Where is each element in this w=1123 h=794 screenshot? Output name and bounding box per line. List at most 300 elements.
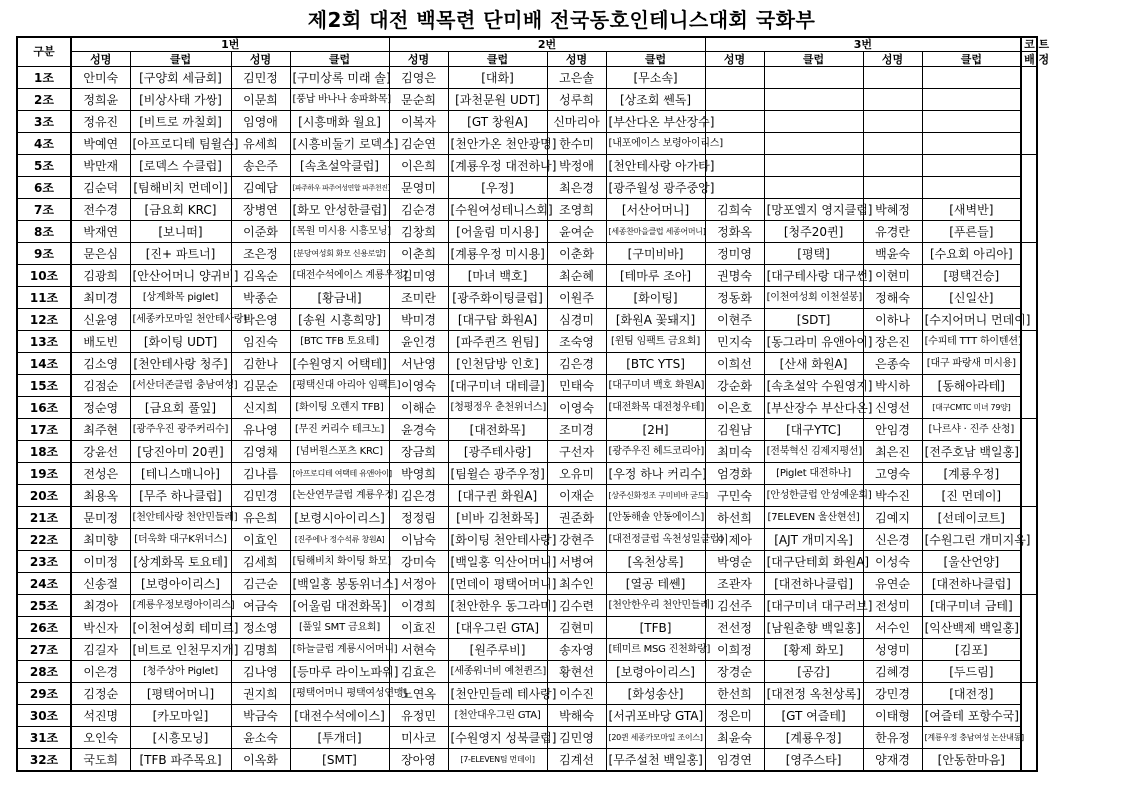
player-club: [대화] [448, 67, 547, 89]
player-name: 김명희 [231, 639, 290, 661]
player-club: [천안가온 천안광명] [448, 133, 547, 155]
player-name: 신지희 [231, 397, 290, 419]
player-club: [과천문원 UDT] [448, 89, 547, 111]
court-assignment-cell [1021, 683, 1037, 772]
player-club: [평택어머니 평택여성연맹] [290, 683, 389, 705]
player-name: 김효은 [389, 661, 448, 683]
player-name: 김한나 [231, 353, 290, 375]
player-club: [20퀸 세종카모마일 조이스] [606, 727, 705, 749]
player-name: 이은호 [705, 397, 764, 419]
player-name: 전성은 [71, 463, 130, 485]
player-club: [평택신대 아리아 임팩트] [290, 375, 389, 397]
player-club: [비트로 까칠회] [130, 111, 231, 133]
player-name: 김정순 [71, 683, 130, 705]
player-club: [수원영지 어택테] [290, 353, 389, 375]
player-club: [천안한우리 천안민들레] [606, 595, 705, 617]
player-club: [윈팀 임팩트 금요회] [606, 331, 705, 353]
table-row [17, 199, 1037, 221]
table-row [17, 507, 1037, 529]
player-club: [부산장수 부산다온] [764, 397, 863, 419]
player-club: [비트로 인천무지개] [130, 639, 231, 661]
player-name: 윤인경 [389, 331, 448, 353]
group-label: 30조 [17, 705, 71, 727]
group-label: 28조 [17, 661, 71, 683]
player-club: [테미르 MSG 진천화랑] [606, 639, 705, 661]
player-name: 이희선 [705, 353, 764, 375]
court-assignment-cell [1021, 155, 1037, 243]
player-name: 고영숙 [863, 463, 922, 485]
player-club: [수요회 아리아] [922, 243, 1021, 265]
player-name: 윤여순 [547, 221, 606, 243]
player-name: 김민영 [547, 727, 606, 749]
player-club: [SDT] [764, 309, 863, 331]
group-label: 5조 [17, 155, 71, 177]
player-name: 전성미 [863, 595, 922, 617]
player-club: [우정] [448, 177, 547, 199]
player-club: [수지어머니 먼데이] [922, 309, 1021, 331]
group-label: 12조 [17, 309, 71, 331]
player-club: [푸른들] [922, 221, 1021, 243]
player-name: 엄경화 [705, 463, 764, 485]
player-club: [대전수석에이스 계룡우정] [290, 265, 389, 287]
name-column-header: 성명 [863, 52, 922, 67]
player-name: 황현선 [547, 661, 606, 683]
group-label: 25조 [17, 595, 71, 617]
player-name [863, 177, 922, 199]
player-name: 조숙영 [547, 331, 606, 353]
player-club: [대우그린 GTA] [448, 617, 547, 639]
player-club: [나르샤 · 진주 산청] [922, 419, 1021, 441]
player-name: 이효진 [389, 617, 448, 639]
player-club: [화이팅 오렌지 TFB] [290, 397, 389, 419]
player-club: [서귀포바당 GTA] [606, 705, 705, 727]
player-name: 조미경 [547, 419, 606, 441]
player-name: 미사코 [389, 727, 448, 749]
group-label: 10조 [17, 265, 71, 287]
player-club: [넘버원스포츠 KRC] [290, 441, 389, 463]
player-name: 김은경 [389, 485, 448, 507]
player-name: 정해숙 [863, 287, 922, 309]
player-club: [화이팅] [606, 287, 705, 309]
player-name: 정동화 [705, 287, 764, 309]
table-row [17, 353, 1037, 375]
player-name: 김예담 [231, 177, 290, 199]
name-column-header: 성명 [231, 52, 290, 67]
player-club: [비바 김천화목] [448, 507, 547, 529]
player-name: 박예연 [71, 133, 130, 155]
player-club: [시흥비둘기 로덱스] [290, 133, 389, 155]
group-label: 11조 [17, 287, 71, 309]
player-name: 서수인 [863, 617, 922, 639]
player-club [922, 111, 1021, 133]
player-name: 이재순 [547, 485, 606, 507]
player-name: 정순영 [71, 397, 130, 419]
player-name: 문은심 [71, 243, 130, 265]
player-club: [테마루 조아] [606, 265, 705, 287]
player-name: 고은솔 [547, 67, 606, 89]
player-name: 조관자 [705, 573, 764, 595]
group-label: 2조 [17, 89, 71, 111]
player-name: 박신자 [71, 617, 130, 639]
team-2-header: 2번 [389, 37, 705, 52]
player-name: 문미정 [71, 507, 130, 529]
player-name: 장경순 [705, 661, 764, 683]
player-club: [평택어머니] [130, 683, 231, 705]
player-club [922, 177, 1021, 199]
player-name: 유연순 [863, 573, 922, 595]
player-club: [팀윌슨 광주우정] [448, 463, 547, 485]
player-club: [상주신화정조 구미비바 굳드] [606, 485, 705, 507]
table-row [17, 375, 1037, 397]
player-club: [동그라미 유앤아이] [764, 331, 863, 353]
group-label: 29조 [17, 683, 71, 705]
player-name: 신윤영 [71, 309, 130, 331]
player-name [863, 67, 922, 89]
player-name: 김세희 [231, 551, 290, 573]
player-club: [상계화목 piglet] [130, 287, 231, 309]
player-name: 정은미 [705, 705, 764, 727]
player-name: 박수진 [863, 485, 922, 507]
player-club: [신일산] [922, 287, 1021, 309]
player-name: 김옥순 [231, 265, 290, 287]
player-name: 조미란 [389, 287, 448, 309]
player-club: [대구미녀 대테클] [448, 375, 547, 397]
court-header-bottom: 배 정 [1021, 52, 1037, 67]
player-name: 문영미 [389, 177, 448, 199]
player-name: 임경연 [705, 749, 764, 772]
player-name: 이성숙 [863, 551, 922, 573]
player-club: [테니스매니아] [130, 463, 231, 485]
player-club: [팀해비치 화이팅 화모] [290, 551, 389, 573]
table-row [17, 111, 1037, 133]
player-name: 최수인 [547, 573, 606, 595]
player-name: 안미숙 [71, 67, 130, 89]
player-club: [인천담방 인호] [448, 353, 547, 375]
player-name: 이복자 [389, 111, 448, 133]
player-name: 이태형 [863, 705, 922, 727]
player-name: 박은영 [231, 309, 290, 331]
player-name: 강민경 [863, 683, 922, 705]
player-club: [파주퀸즈 윈팀] [448, 331, 547, 353]
player-club: [대전수석에이스] [290, 705, 389, 727]
player-club: [선데이코트] [922, 507, 1021, 529]
player-name [863, 155, 922, 177]
player-club: [풀잎 SMT 금요회] [290, 617, 389, 639]
player-name: 최은경 [547, 177, 606, 199]
player-name: 유은희 [231, 507, 290, 529]
player-name: 이효인 [231, 529, 290, 551]
player-name: 이경희 [389, 595, 448, 617]
player-name: 이은경 [71, 661, 130, 683]
player-club: [새벽반] [922, 199, 1021, 221]
group-label: 6조 [17, 177, 71, 199]
player-name: 이하나 [863, 309, 922, 331]
player-name: 김순경 [389, 199, 448, 221]
table-row [17, 463, 1037, 485]
club-column-header: 클럽 [606, 52, 705, 67]
player-club: [AJT 개미지옥] [764, 529, 863, 551]
player-name: 전수경 [71, 199, 130, 221]
group-label: 20조 [17, 485, 71, 507]
player-name: 임진숙 [231, 331, 290, 353]
player-name: 한수미 [547, 133, 606, 155]
player-name: 이영숙 [547, 397, 606, 419]
player-club: [GT 여즐테] [764, 705, 863, 727]
player-name: 성루희 [547, 89, 606, 111]
club-column-header: 클럽 [922, 52, 1021, 67]
player-name: 은종숙 [863, 353, 922, 375]
player-club: [서산더존클럽 충남여성] [130, 375, 231, 397]
player-club: [하늘클럽 계룡시어머니] [290, 639, 389, 661]
table-row [17, 573, 1037, 595]
player-name: 김현미 [547, 617, 606, 639]
player-club: [아프로디테 여택테 유앤아이] [290, 463, 389, 485]
player-name: 박미경 [389, 309, 448, 331]
player-club: [산새 화원A] [764, 353, 863, 375]
name-column-header: 성명 [71, 52, 130, 67]
player-club: [구양회 세금회] [130, 67, 231, 89]
player-name: 김민정 [231, 67, 290, 89]
player-club: [공감] [764, 661, 863, 683]
player-club [764, 155, 863, 177]
player-name: 구민숙 [705, 485, 764, 507]
player-club: [옥천상록] [606, 551, 705, 573]
player-name: 김나영 [231, 661, 290, 683]
table-row [17, 441, 1037, 463]
player-name: 여금숙 [231, 595, 290, 617]
player-name: 장병연 [231, 199, 290, 221]
player-club: [대전화목] [448, 419, 547, 441]
player-club: [7-ELEVEN팀 먼데이] [448, 749, 547, 772]
name-column-header: 성명 [705, 52, 764, 67]
group-label: 8조 [17, 221, 71, 243]
player-club: [천안테사랑 천안민들레] [130, 507, 231, 529]
player-club: [2H] [606, 419, 705, 441]
player-name [863, 89, 922, 111]
player-name: 배도빈 [71, 331, 130, 353]
player-name [705, 89, 764, 111]
player-name: 박혜정 [863, 199, 922, 221]
player-club: [천안한우 동그라미] [448, 595, 547, 617]
table-row [17, 133, 1037, 155]
player-name: 이남숙 [389, 529, 448, 551]
player-club: [구미상록 미래 솔] [290, 67, 389, 89]
table-row [17, 67, 1037, 89]
team-3-header: 3번 [705, 37, 1021, 52]
group-label: 19조 [17, 463, 71, 485]
player-club: [무주설천 백일홍] [606, 749, 705, 772]
player-name: 이해순 [389, 397, 448, 419]
player-name: 송자영 [547, 639, 606, 661]
player-club: [원주루비] [448, 639, 547, 661]
player-name: 김근순 [231, 573, 290, 595]
table-row [17, 485, 1037, 507]
player-name: 이현주 [705, 309, 764, 331]
player-name: 최미경 [71, 287, 130, 309]
player-club: [먼데이 평택어머니] [448, 573, 547, 595]
group-label: 17조 [17, 419, 71, 441]
player-club: [어울림 미시용] [448, 221, 547, 243]
player-club [764, 177, 863, 199]
player-club: [TFB] [606, 617, 705, 639]
player-club: [열공 테쎈] [606, 573, 705, 595]
player-name: 임영애 [231, 111, 290, 133]
group-column-header: 구분 [17, 37, 71, 67]
player-name: 정유진 [71, 111, 130, 133]
player-name: 신영선 [863, 397, 922, 419]
player-club: [대구YTC] [764, 419, 863, 441]
player-club: [풍납 바나나 송파화목] [290, 89, 389, 111]
table-row [17, 529, 1037, 551]
player-club: [BTC TFB 토요테] [290, 331, 389, 353]
player-name: 서현숙 [389, 639, 448, 661]
court-assignment-cell [1021, 595, 1037, 683]
player-name: 김선주 [705, 595, 764, 617]
player-club: [파주하우 파주여성연합 파주천진] [290, 177, 389, 199]
player-club: [금요회 풀잎] [130, 397, 231, 419]
player-name: 이제아 [705, 529, 764, 551]
player-name: 장은진 [863, 331, 922, 353]
player-club: [7ELEVEN 울산현선] [764, 507, 863, 529]
player-name: 박종순 [231, 287, 290, 309]
player-name: 이옥화 [231, 749, 290, 772]
player-name: 최은진 [863, 441, 922, 463]
player-name: 강윤선 [71, 441, 130, 463]
player-name: 박재연 [71, 221, 130, 243]
group-label: 23조 [17, 551, 71, 573]
player-club: [더욱화 대구K위너스] [130, 529, 231, 551]
player-club: [내포에이스 보령아이리스] [606, 133, 705, 155]
player-club: [세종카모마일 천안테사랑] [130, 309, 231, 331]
player-name: 이영숙 [389, 375, 448, 397]
player-club [764, 89, 863, 111]
group-label: 4조 [17, 133, 71, 155]
player-name: 정정림 [389, 507, 448, 529]
club-column-header: 클럽 [290, 52, 389, 67]
table-row [17, 727, 1037, 749]
player-name: 이은희 [389, 155, 448, 177]
player-club: [무주 하나클럽] [130, 485, 231, 507]
player-club: [화원A 꽃돼지] [606, 309, 705, 331]
group-label: 1조 [17, 67, 71, 89]
player-club: [평택] [764, 243, 863, 265]
player-name: 박영희 [389, 463, 448, 485]
group-label: 3조 [17, 111, 71, 133]
player-name: 이미정 [71, 551, 130, 573]
player-name: 박시하 [863, 375, 922, 397]
player-club: [청평정우 춘천위너스] [448, 397, 547, 419]
player-name: 김창희 [389, 221, 448, 243]
player-name: 최윤숙 [705, 727, 764, 749]
player-club: [마녀 백호] [448, 265, 547, 287]
player-name: 민지숙 [705, 331, 764, 353]
player-club: [대전하나클럽] [764, 573, 863, 595]
player-name: 최경아 [71, 595, 130, 617]
player-name: 성영미 [863, 639, 922, 661]
player-name: 한선희 [705, 683, 764, 705]
player-name: 양재경 [863, 749, 922, 772]
player-club: [금요회 KRC] [130, 199, 231, 221]
group-bracket-table [16, 36, 1050, 772]
player-name: 노연옥 [389, 683, 448, 705]
player-club: [속초설악 수원영지] [764, 375, 863, 397]
table-row [17, 397, 1037, 419]
player-club: [세종워너비 예천퀸즈] [448, 661, 547, 683]
player-name: 안임경 [863, 419, 922, 441]
player-club: [안산어머니 양귀비] [130, 265, 231, 287]
player-club: [상계화목 토요테] [130, 551, 231, 573]
group-label: 16조 [17, 397, 71, 419]
player-name: 김원남 [705, 419, 764, 441]
table-row [17, 705, 1037, 727]
player-club: [대구CMTC 미녀 79양] [922, 397, 1021, 419]
player-club: [대구 파랑새 미시용] [922, 353, 1021, 375]
group-label: 13조 [17, 331, 71, 353]
player-name: 최용옥 [71, 485, 130, 507]
player-club: [대구퀸 화원A] [448, 485, 547, 507]
name-column-header: 성명 [547, 52, 606, 67]
player-name: 이춘희 [389, 243, 448, 265]
player-name: 유정민 [389, 705, 448, 727]
name-column-header: 성명 [389, 52, 448, 67]
player-name: 권명숙 [705, 265, 764, 287]
player-club: [광주월성 광주중앙] [606, 177, 705, 199]
player-club: [수원영지 성북클럽] [448, 727, 547, 749]
player-club: [수원여성테니스회] [448, 199, 547, 221]
court-assignment-cell [1021, 331, 1037, 419]
player-name: 김순덕 [71, 177, 130, 199]
player-club: [익산백제 백일홍] [922, 617, 1021, 639]
player-club: [로덱스 수클럽] [130, 155, 231, 177]
player-name: 이원주 [547, 287, 606, 309]
player-club: [어울림 대전화목] [290, 595, 389, 617]
player-club: [송원 시흥희망] [290, 309, 389, 331]
player-name: 박정애 [547, 155, 606, 177]
player-name: 강순화 [705, 375, 764, 397]
player-name: 김계선 [547, 749, 606, 772]
player-club: [시흥모닝] [130, 727, 231, 749]
player-name: 장금희 [389, 441, 448, 463]
player-club: [여즐테 포항수국] [922, 705, 1021, 727]
player-club: [대구미녀 대구러브] [764, 595, 863, 617]
club-column-header: 클럽 [448, 52, 547, 67]
group-label: 31조 [17, 727, 71, 749]
player-club: [화성송산] [606, 683, 705, 705]
player-club: [천안대우그린 GTA] [448, 705, 547, 727]
player-club: [청주20퀸] [764, 221, 863, 243]
player-name: 박영순 [705, 551, 764, 573]
player-name: 박만재 [71, 155, 130, 177]
player-club: [광주화이팅클럽] [448, 287, 547, 309]
player-name: 서병여 [547, 551, 606, 573]
player-name: 석진명 [71, 705, 130, 727]
player-name: 강현주 [547, 529, 606, 551]
player-club: [이천여성회 테미르] [130, 617, 231, 639]
player-name: 오인숙 [71, 727, 130, 749]
player-club: [광주우진 광주커리수] [130, 419, 231, 441]
player-club: [천안테사랑 청주] [130, 353, 231, 375]
club-column-header: 클럽 [130, 52, 231, 67]
player-name: 정희윤 [71, 89, 130, 111]
player-name: 김점순 [71, 375, 130, 397]
player-name: 한유정 [863, 727, 922, 749]
player-club: [대전하나클럽] [922, 573, 1021, 595]
player-name: 김예지 [863, 507, 922, 529]
player-club: [대전정클럽 옥천성일클럽] [606, 529, 705, 551]
player-club: [전북혁신 김제지평선] [764, 441, 863, 463]
player-name: 김민경 [231, 485, 290, 507]
player-name: 김문순 [231, 375, 290, 397]
